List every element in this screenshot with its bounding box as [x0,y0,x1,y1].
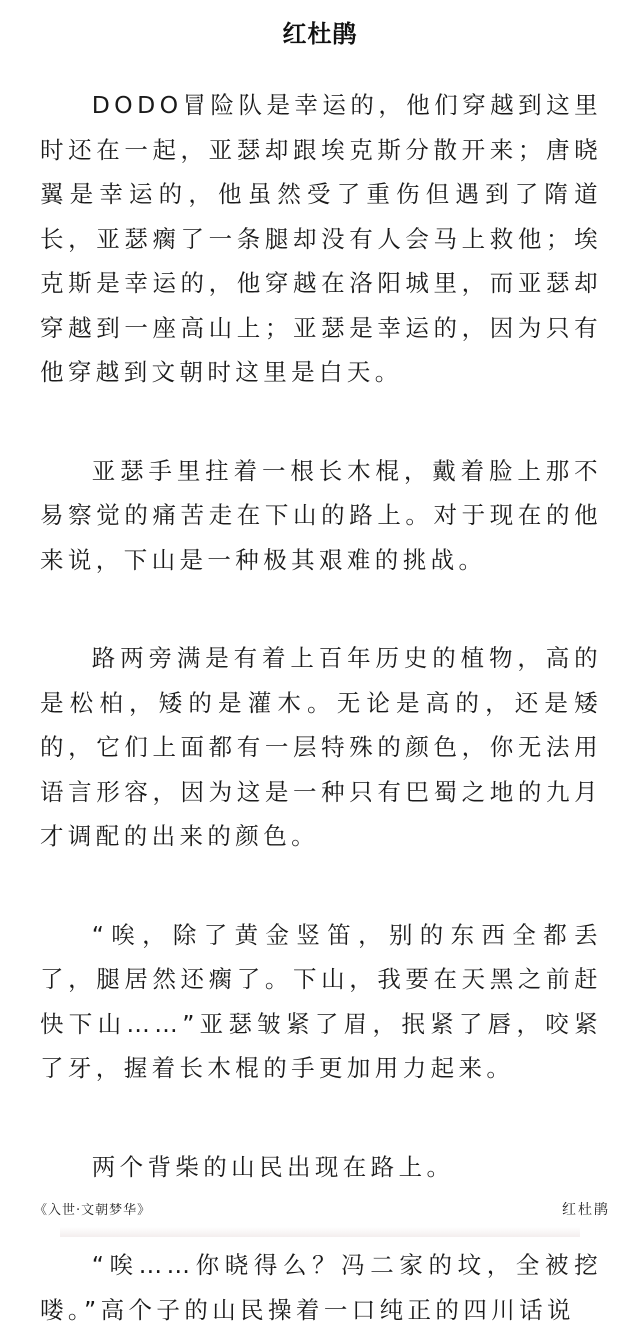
paragraph-4: “唉，除了黄金竖笛，别的东西全都丢了，腿居然还瘸了。下山，我要在天黑之前赶快下山……”亚瑟皱紧了眉，抿紧了唇，咬紧了牙，握着长木棍的手更加用力起来。 [40,920,602,1082]
footer-book-title: 《入世·文朝梦华》 [34,1203,152,1218]
paragraph-6: “唉……你晓得么？冯二家的坟，全被挖喽。”高个子的山民操着一口纯正的四川话说 [40,1251,602,1324]
page-title: 红杜鹃 [282,20,358,48]
paragraph-2: 亚瑟手里拄着一根长木棍，戴着脸上那不易察觉的痛苦走在下山的路上。对于现在的他来说，下山是一种极其艰难的挑战。 [40,456,602,574]
footer-chapter-title: 红杜鹃 [562,1202,610,1218]
paragraph-1: DODO冒险队是幸运的，他们穿越到这里时还在一起，亚瑟却跟埃克斯分散开来；唐晓翼是幸运的，他虽然受了重伤但遇到了隋道长，亚瑟瘸了一条腿却没有人会马上救他；埃克斯是幸运的，他穿越在洛阳城里，而亚瑟却穿越到一座高山上；亚瑟是幸运的，因为只有他穿越到文朝时这里是白天。 [40,91,602,386]
footer-divider [60,1227,580,1237]
paragraph-5: 两个背柴的山民出现在路上。 [91,1152,455,1181]
article-body [40,83,602,1332]
page-footer [0,1195,640,1237]
paragraph-3: 路两旁满是有着上百年历史的植物，高的是松柏，矮的是灌木。无论是高的，还是矮的，它们上面都有一层特殊的颜色，你无法用语言形容，因为这是一种只有巴蜀之地的九月才调配的出来的颜色。 [40,644,602,850]
